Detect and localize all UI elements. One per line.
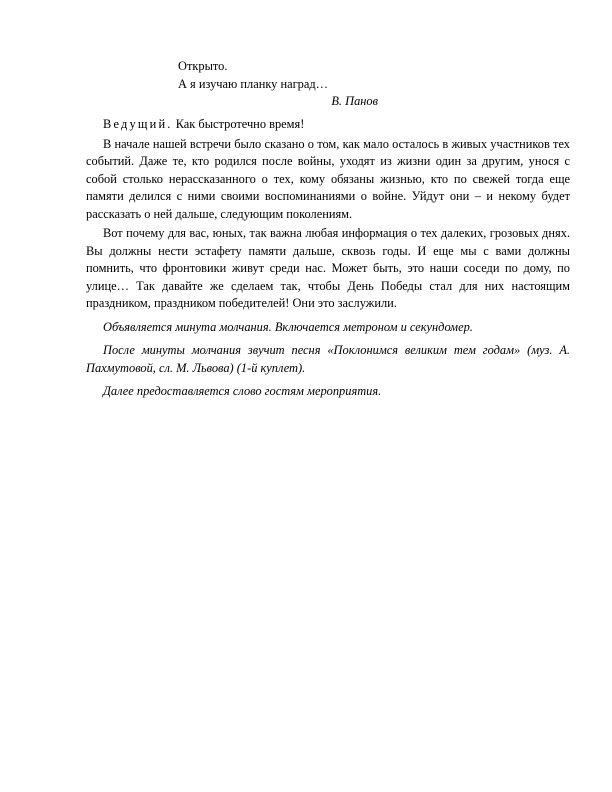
epigraph-line-1: Открыто. xyxy=(178,59,228,73)
paragraph-2: Вот почему для вас, юных, так важна любая информация о тех далеких, грозовых днях. Вы должны нести эстафету памяти дальше, сквозь годы. И еще мы с вами должны помнить, что фронтовики живут среди нас. Может быть, это наши соседи по дому, по улице… Так давайте же сделаем так, чтобы День Победы стал для них настоящим праздником, праздником победителей! Они это заслужили. xyxy=(86,226,570,310)
speaker-label: Ведущий. xyxy=(103,117,173,131)
epigraph-author: В. Панов xyxy=(331,94,378,108)
stage-direction-guests: Далее предоставляется слово гостям мероприятия. xyxy=(103,384,382,398)
stage-direction-song: После минуты молчания звучит песня «Поклонимся великим тем годам» (муз. А. Пахмутовой, сл. М. Львова) (1-й куплет). xyxy=(86,343,570,375)
epigraph xyxy=(178,58,378,111)
speaker-line xyxy=(86,116,570,134)
paragraph-1: В начале нашей встречи было сказано о том, как мало осталось в живых участников тех событий. Даже те, кто родился после войны, уходят из жизни один за другим, унося с собой столько нерассказанного о тех, кому обязаны жизнью, кто по свежей тогда еще памяти делился с ними своими воспоминаниями о войне. Уйдут они – и некому будет рассказать о ней дальше, следующим поколениям. xyxy=(86,136,570,221)
stage-direction-silence: Объявляется минута молчания. Включается метроном и секундомер. xyxy=(103,319,473,334)
epigraph-line-2: А я изучаю планку наград… xyxy=(178,76,329,91)
speaker-first-sentence: Как быстротечно время! xyxy=(172,117,305,131)
main-text xyxy=(86,116,570,403)
